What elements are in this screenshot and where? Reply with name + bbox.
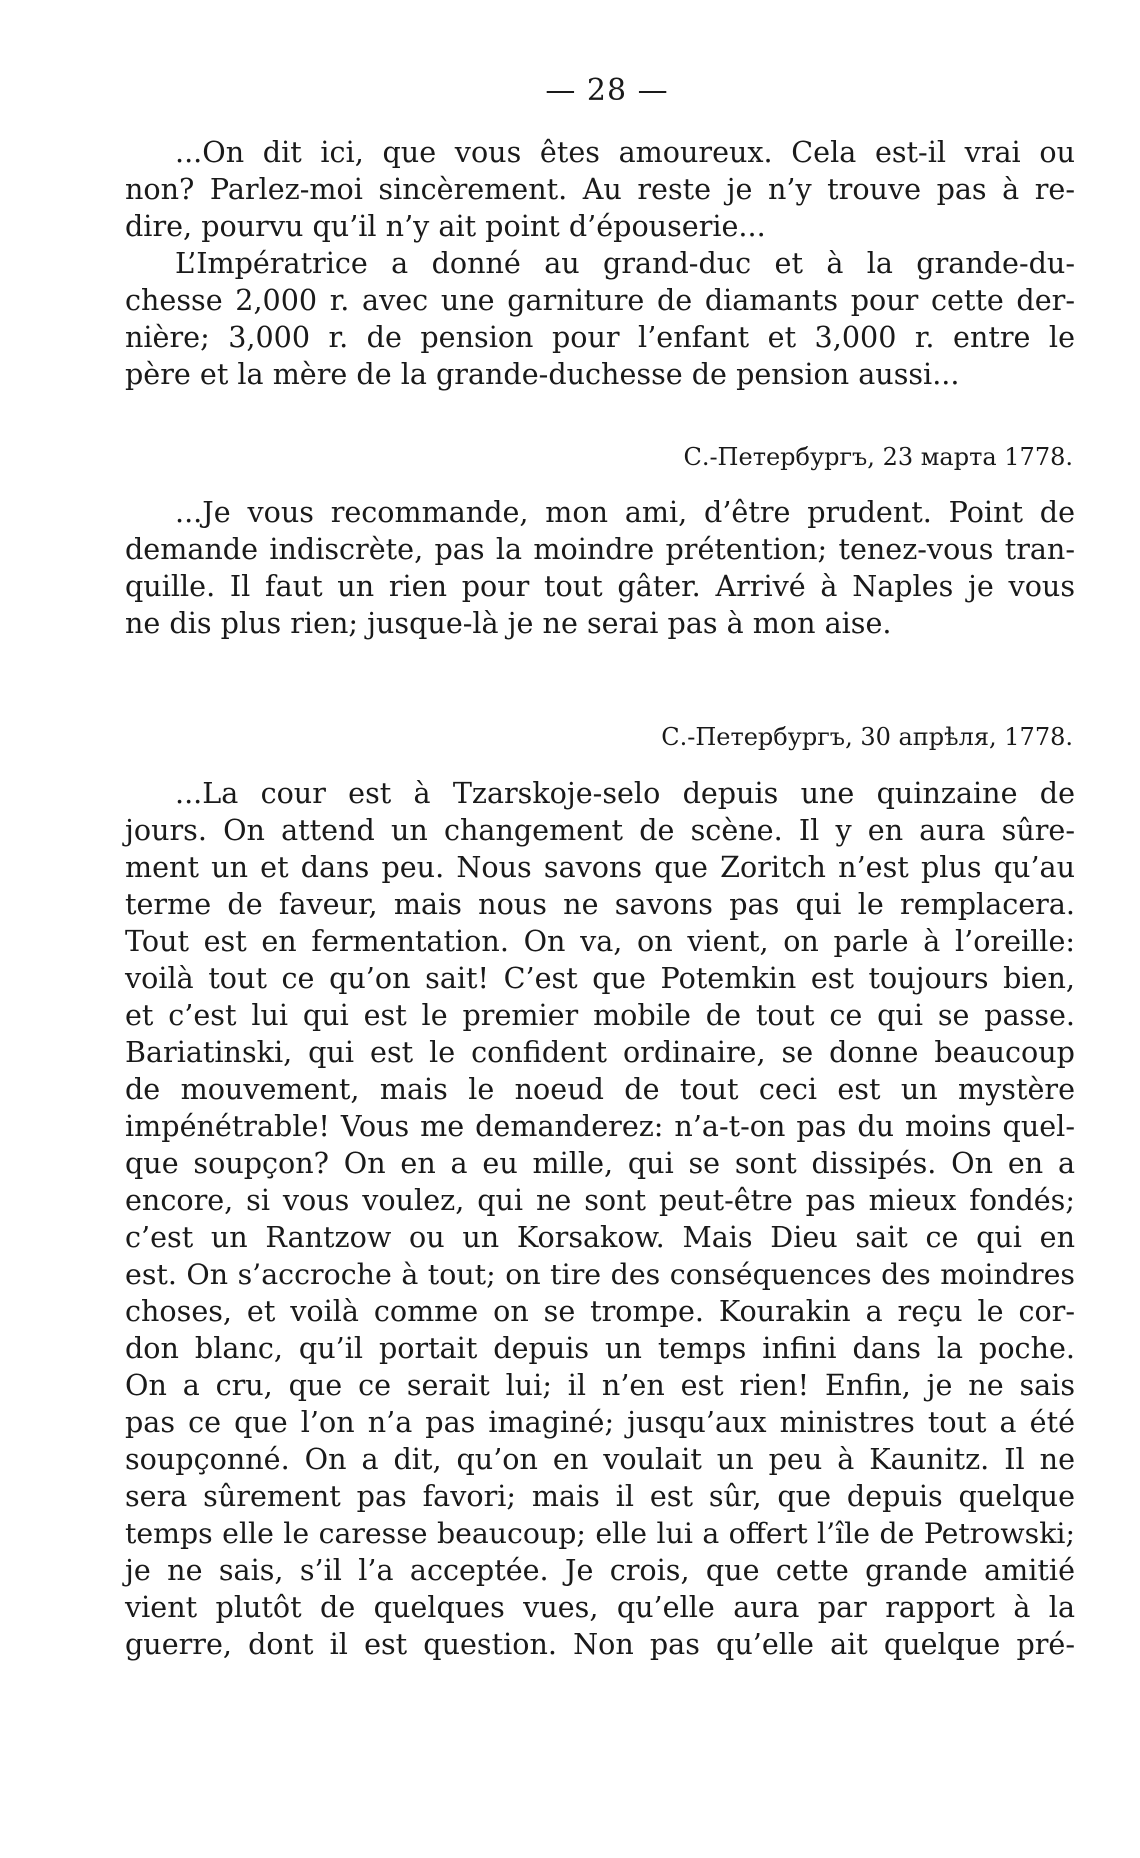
text-line: dire, pourvu qu’il n’y ait point d’épouserie... — [125, 209, 766, 243]
book-page — [125, 70, 1075, 1663]
text-line: ...La cour est à Tzarskoje-selo depuis une quinzaine de — [175, 776, 1075, 810]
text-line: ...On dit ici, que vous êtes amoureux. Cela est-il vrai ou — [175, 135, 1075, 169]
text-line: non? Parlez-moi sincèrement. Au reste je n’y trouve pas à re- — [125, 172, 1075, 206]
text-line: pas ce que l’on n’a pas imaginé; jusqu’aux ministres tout a été — [125, 1405, 1075, 1439]
text-line: ...Je vous recommande, mon ami, d’être prudent. Point de — [175, 495, 1075, 529]
text-line: nière; 3,000 r. de pension pour l’enfant et 3,000 r. entre le — [125, 320, 1075, 354]
text-line: Bariatinski, qui est le confident ordinaire, se donne beaucoup — [125, 1035, 1075, 1069]
text-line: don blanc, qu’il portait depuis un temps infini dans la poche. — [125, 1331, 1075, 1365]
text-line: de mouvement, mais le noeud de tout ceci est un mystère — [125, 1072, 1075, 1106]
text-line: est. On s’accroche à tout; on tire des conséquences des moindres — [125, 1258, 1075, 1291]
text-line: encore, si vous voulez, qui ne sont peut-être pas mieux fondés; — [125, 1183, 1075, 1217]
letter-2-dateline: С.-Петербургъ, 23 марта 1778. — [683, 443, 1073, 471]
letter-3-dateline: С.-Петербургъ, 30 апрѣля, 1778. — [661, 723, 1073, 751]
text-line: que soupçon? On en a eu mille, qui se sont dissipés. On en a — [125, 1146, 1075, 1180]
text-line: demande indiscrète, pas la moindre prétention; tenez-vous tran- — [125, 532, 1075, 566]
text-line: temps elle le caresse beaucoup; elle lui a offert l’île de Petrowski; — [125, 1517, 1075, 1550]
letter-3-body — [125, 775, 1075, 1663]
text-line: chesse 2,000 r. avec une garniture de diamants pour cette der- — [125, 283, 1075, 317]
text-line: ment un et dans peu. Nous savons que Zoritch n’est plus qu’au — [125, 850, 1075, 884]
letter-2-body — [125, 494, 1075, 642]
text-line: guerre, dont il est question. Non pas qu’elle ait quelque pré- — [125, 1627, 1075, 1661]
page-number: — 28 — — [545, 73, 669, 108]
text-line: je ne sais, s’il l’a acceptée. Je crois, que cette grande amitié — [125, 1553, 1075, 1587]
text-line: soupçonné. On a dit, qu’on en voulait un peu à Kaunitz. Il ne — [125, 1442, 1075, 1476]
text-line: c’est un Rantzow ou un Korsakow. Mais Dieu sait ce qui en — [125, 1220, 1075, 1254]
text-line: choses, et voilà comme on se trompe. Kourakin a reçu le cor- — [125, 1294, 1075, 1328]
text-line: terme de faveur, mais nous ne savons pas qui le remplacera. — [125, 887, 1075, 921]
text-line: voilà tout ce qu’on sait! C’est que Potemkin est toujours bien, — [125, 961, 1075, 995]
text-line: ne dis plus rien; jusque-là je ne serai pas à mon aise. — [125, 606, 892, 640]
text-line: père et la mère de la grande-duchesse de pension aussi... — [125, 357, 960, 391]
text-line: quille. Il faut un rien pour tout gâter. Arrivé à Naples je vous — [125, 569, 1075, 603]
text-line: L’Impératrice a donné au grand-duc et à la grande-du- — [175, 246, 1075, 280]
text-line: Tout est en fermentation. On va, on vient, on parle à l’oreille: — [125, 924, 1075, 958]
text-line: On a cru, que ce serait lui; il n’en est rien! Enfin, je ne sais — [125, 1368, 1075, 1402]
text-line: jours. On attend un changement de scène. Il y en aura sûre- — [125, 813, 1075, 847]
text-line: vient plutôt de quelques vues, qu’elle aura par rapport à la — [125, 1590, 1075, 1624]
text-line: sera sûrement pas favori; mais il est sûr, que depuis quelque — [125, 1479, 1075, 1513]
text-line: impénétrable! Vous me demanderez: n’a-t-on pas du moins quel- — [125, 1109, 1075, 1143]
letter-1-body — [125, 134, 1075, 393]
text-line: et c’est lui qui est le premier mobile de tout ce qui se passe. — [125, 998, 1075, 1032]
